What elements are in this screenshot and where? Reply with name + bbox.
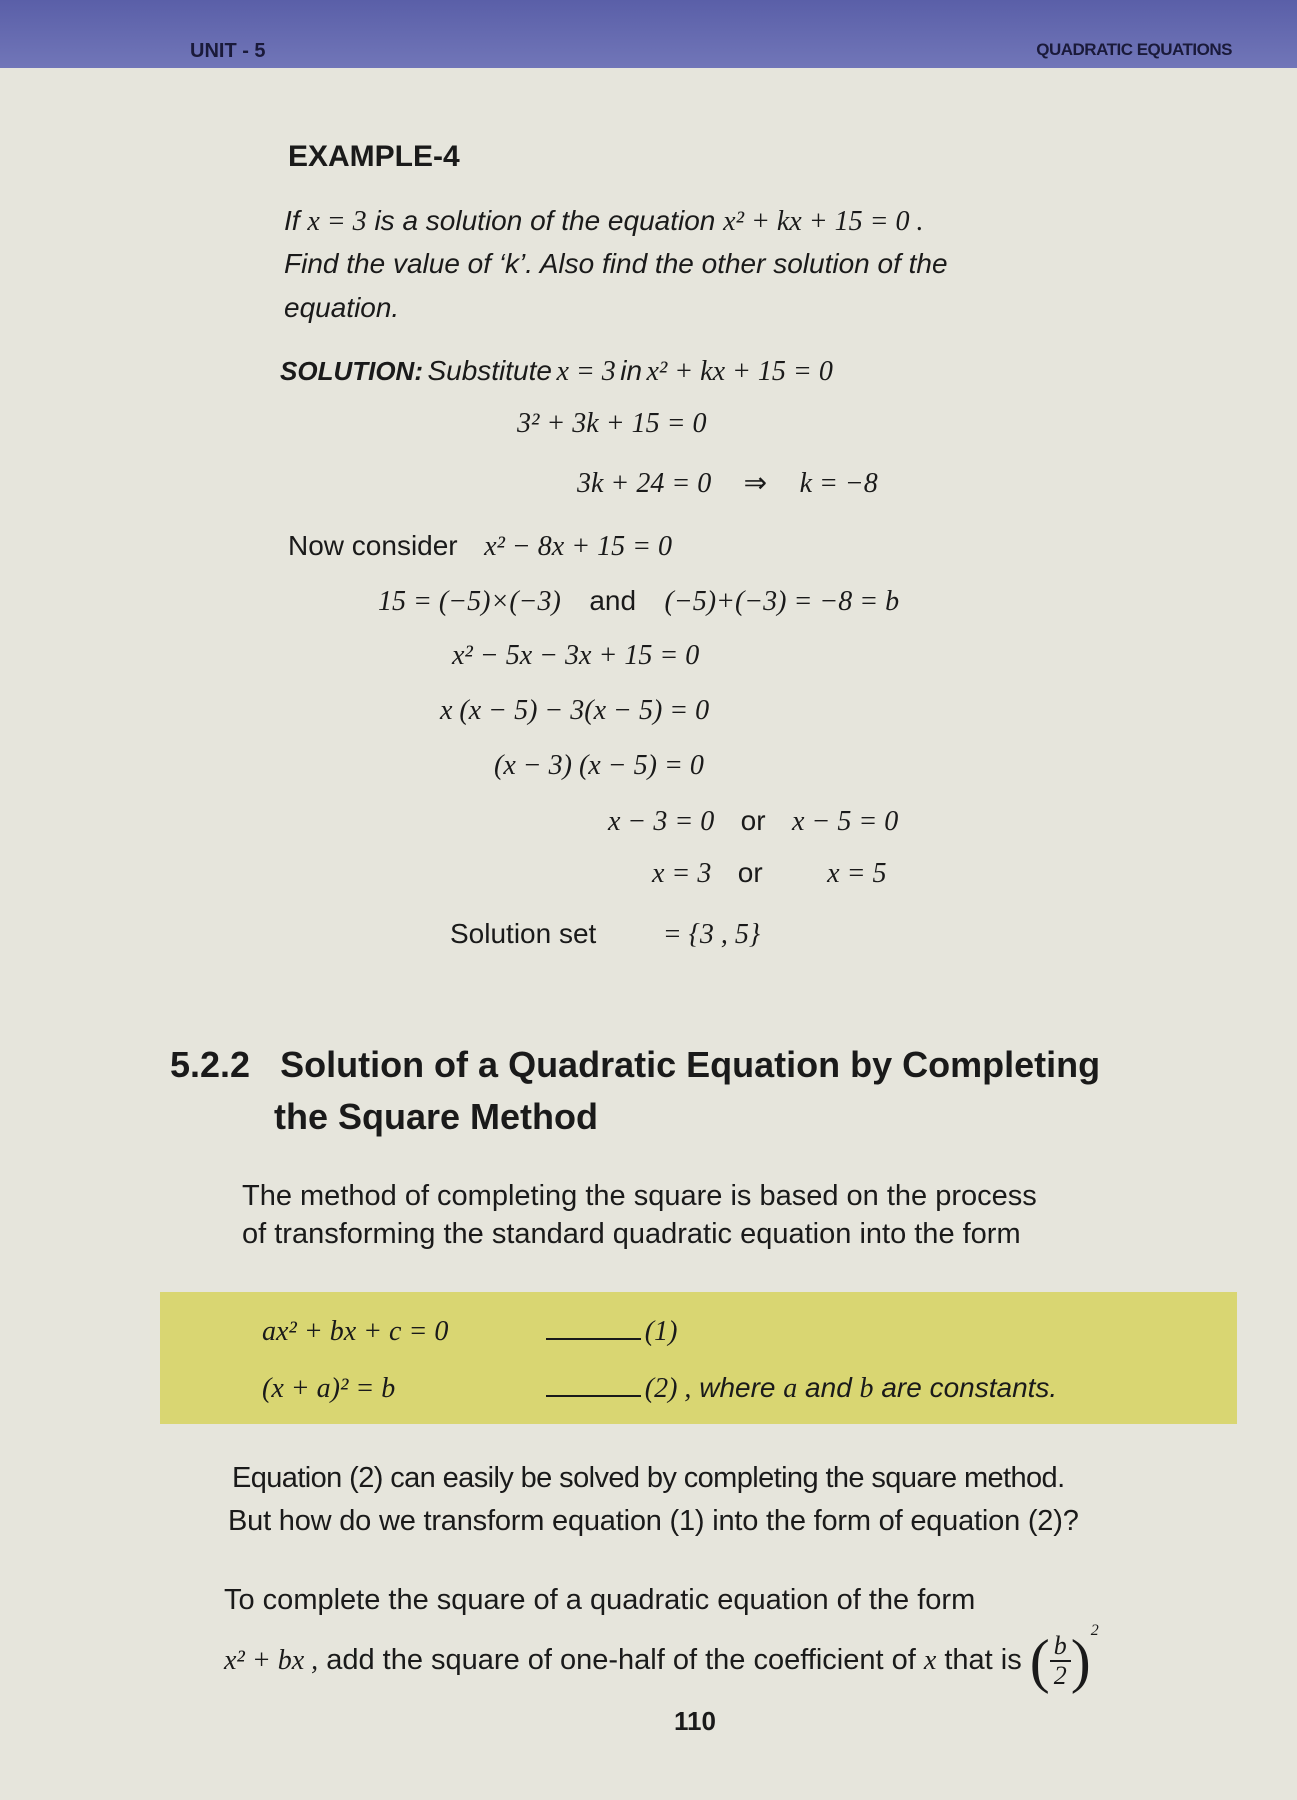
section-heading-line-2: the Square Method	[274, 1096, 599, 1137]
question-line-1: If x = 3 is a solution of the equation x² + kx + 15 = 0 .	[284, 205, 924, 237]
section-heading: 5.2.2 Solution of a Quadratic Equation by Completing	[170, 1044, 1101, 1085]
equation-1: ax² + bx + c = 0 (1)	[262, 1316, 678, 1347]
paragraph-2-line-1: Equation (2) can easily be solved by completing the square method.	[232, 1462, 1065, 1494]
example-title: EXAMPLE-4	[288, 140, 460, 173]
step-5: (x − 3) (x − 5) = 0	[494, 750, 704, 781]
paragraph-3-line-1: To complete the square of a quadratic equation of the form	[224, 1584, 976, 1616]
step-4: x (x − 5) − 3(x − 5) = 0	[440, 695, 710, 726]
solution-intro: SOLUTION: Substitute x = 3 in x² + kx + 15 = 0	[280, 355, 833, 387]
solution-set: Solution set = {3 , 5}	[450, 918, 761, 950]
unit-label: UNIT - 5	[190, 40, 266, 62]
page-number: 110	[674, 1706, 716, 1736]
question-line-2: Find the value of ‘k’. Also find the other solution of the	[284, 248, 948, 279]
now-consider-line: Now consider x² − 8x + 15 = 0	[288, 530, 673, 562]
right-paren: )	[1070, 1627, 1091, 1694]
question-line-3: equation.	[284, 292, 400, 323]
step-6: x − 3 = 0 or x − 5 = 0	[608, 805, 899, 837]
page-header	[0, 0, 1297, 68]
step-7: x = 3 or x = 5	[652, 857, 887, 889]
chapter-label: QUADRATIC EQUATIONS	[1036, 40, 1232, 59]
paragraph-2-line-2: But how do we transform equation (1) into the form of equation (2)?	[228, 1505, 1079, 1537]
step-3: x² − 5x − 3x + 15 = 0	[452, 640, 700, 671]
blank-line	[546, 1377, 641, 1397]
step-2: 3k + 24 = 0 ⇒ k = −8	[577, 467, 878, 499]
blank-line	[546, 1320, 641, 1340]
fraction-b-over-2: $\frac{b}{2}$	[1050, 1632, 1071, 1690]
left-paren: (	[1029, 1627, 1050, 1694]
paragraph-1-line-2: of transforming the standard quadratic equation into the form	[242, 1218, 1021, 1250]
factor-line: 15 = (−5)×(−3) and (−5)+(−3) = −8 = b	[378, 585, 900, 617]
paragraph-3-line-2: x² + bx , add the square of one-half of the coefficient of x that is ( $\frac{b}{2}$ )$^2$	[224, 1622, 1099, 1694]
paragraph-1-line-1: The method of completing the square is based on the process	[242, 1180, 1037, 1212]
equation-2: (x + a)² = b (2) , where a and b are constants.	[262, 1372, 1058, 1404]
step-1: 3² + 3k + 15 = 0	[517, 408, 707, 439]
